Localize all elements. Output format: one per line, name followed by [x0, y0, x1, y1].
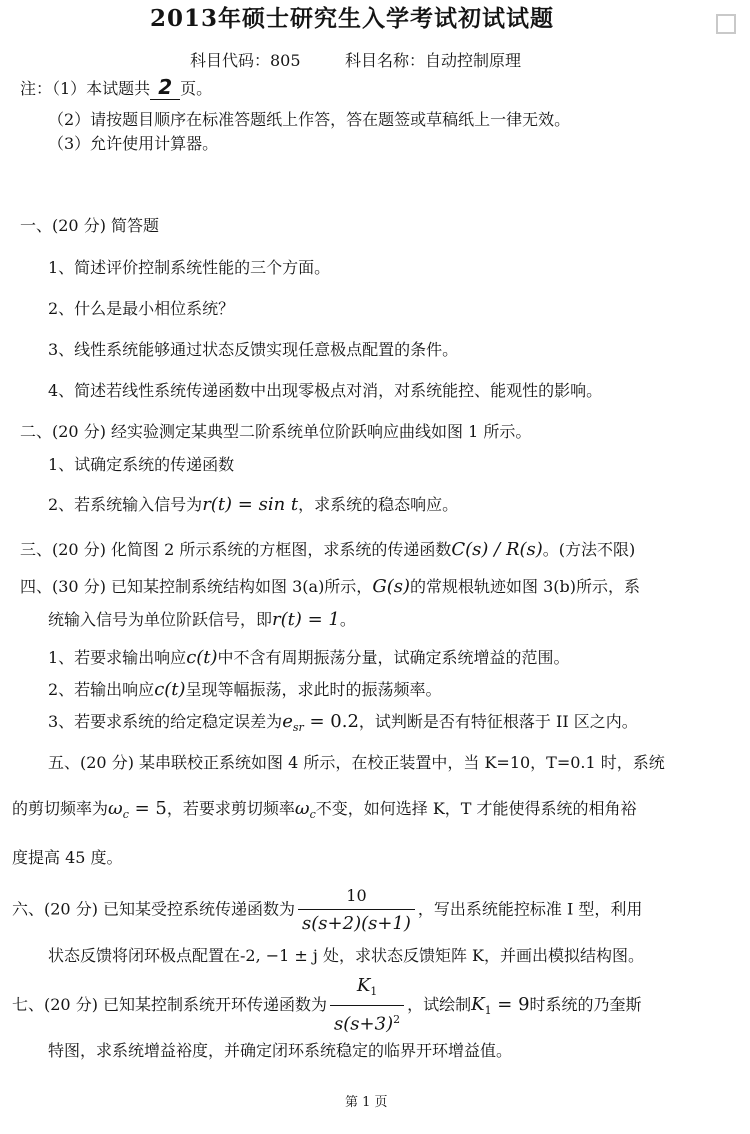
q1-item-4: 4、简述若线性系统传递函数中出现零极点对消，对系统能控、能观性的影响。 — [48, 381, 603, 400]
q4-error-symbol: e — [282, 711, 293, 732]
q5-omega: ω — [108, 798, 123, 819]
exam-title: 2013年硕士研究生入学考试初试试题 — [150, 5, 555, 32]
note-2: （2）请按题目顺序在标准答题纸上作答，答在题签或草稿纸上一律无效。 — [48, 110, 571, 129]
page-number: 第 1 页 — [345, 1095, 388, 1110]
q5-text-2c: 不变，如何选择 K，T 才能使得系统的相角裕 — [315, 799, 637, 818]
q5-omega-value: = 5 — [128, 798, 167, 819]
q7-denominator-text: s(s+3) — [334, 1013, 394, 1035]
q3-suffix: 。(方法不限) — [542, 540, 636, 559]
q4-item-1-suffix: 中不含有周期振荡分量，试确定系统增益的范围。 — [217, 648, 570, 667]
q1-item-3: 3、线性系统能够通过状态反馈实现任意极点配置的条件。 — [48, 340, 459, 359]
q2-input-signal: r(t) = sin t — [202, 494, 299, 515]
note-3: （3）允许使用计算器。 — [48, 134, 219, 153]
q5-omega-subscript: c — [122, 808, 129, 822]
q7-K-subscript: 1 — [370, 985, 378, 999]
q4-G-s: G(s) — [372, 576, 410, 597]
q4-item-2-suffix: 呈现等幅振荡，求此时的振荡频率。 — [185, 680, 442, 699]
q6-line-1 — [12, 883, 642, 937]
page-count-handwritten: 2 — [150, 75, 180, 100]
q4-item-3-text: 3、若要求系统的给定稳定误差为 — [48, 712, 283, 731]
q4-text-2b: 。 — [339, 610, 356, 629]
q5-line-3: 度提高 45 度。 — [12, 848, 123, 867]
q5-omega-2-subscript: c — [309, 808, 316, 822]
q7-K1-subscript: 1 — [484, 1003, 492, 1017]
q2-heading: 二、(20 分) 经实验测定某典型二阶系统单位阶跃响应曲线如图 1 所示。 — [20, 422, 532, 441]
q7-transfer-fraction — [330, 973, 404, 1038]
q4-error-subscript: sr — [292, 721, 304, 735]
q2-item-2 — [48, 494, 458, 516]
q7-line-1 — [12, 973, 642, 1038]
q6-text-1: 六、(20 分) 已知某受控系统传递函数为 — [12, 899, 296, 919]
subject-code: 科目代码：805 — [190, 51, 301, 70]
q7-text-1b: ，试绘制 — [407, 994, 472, 1014]
q2-item-2-text: 2、若系统输入信号为 — [48, 495, 203, 514]
note-1-suffix: 页。 — [180, 79, 213, 98]
q6-denominator: s(s+2)(s+1) — [298, 909, 415, 937]
q4-item-1-text: 1、若要求输出响应 — [48, 648, 187, 667]
q7-K1-symbol: K — [471, 993, 485, 1015]
note-1-text: 注：（1）本试题共 — [20, 79, 151, 98]
q4-item-3-suffix: ，试判断是否有特征根落于 II 区之内。 — [358, 712, 638, 731]
q4-text-1: 四、(30 分) 已知某控制系统结构如图 3(a)所示， — [20, 577, 373, 596]
q7-denominator — [330, 1005, 404, 1037]
q4-error-value: = 0.2 — [303, 711, 359, 732]
q4-text-1b: 的常规根轨迹如图 3(b)所示，系 — [409, 577, 640, 596]
q6-numerator: 10 — [346, 886, 367, 905]
q7-line-2: 特图，求系统增益裕度，并确定闭环系统稳定的临界开环增益值。 — [48, 1041, 513, 1060]
q1-heading: 一、(20 分) 简答题 — [20, 216, 160, 235]
q5-omega-2: ω — [294, 798, 310, 819]
q6-text-1b: ，写出系统能控标准 I 型，利用 — [417, 899, 643, 919]
q2-item-1: 1、试确定系统的传递函数 — [48, 455, 235, 474]
q3-text: 三、(20 分) 化简图 2 所示系统的方框图，求系统的传递函数 — [20, 540, 452, 559]
q7-numerator — [330, 973, 404, 1005]
q4-c-t: c(t) — [186, 647, 218, 668]
q7-K-symbol: K — [356, 975, 371, 996]
expand-icon[interactable] — [716, 14, 736, 34]
q2-item-2-suffix: ，求系统的稳态响应。 — [298, 495, 459, 514]
q4-c-t-2: c(t) — [154, 679, 186, 700]
q1-item-1: 1、简述评价控制系统性能的三个方面。 — [48, 258, 331, 277]
q4-line-1 — [20, 576, 640, 598]
q7-K1-value: = 9 — [491, 993, 530, 1015]
q5-line-1: 五、(20 分) 某串联校正系统如图 4 所示，在校正装置中，当 K=10，T=0.1 时，系统 — [48, 753, 665, 772]
q6-line-2: 状态反馈将闭环极点配置在-2, −1 ± j 处，求状态反馈矩阵 K，并画出模拟结构图。 — [48, 946, 645, 965]
q6-transfer-fraction — [298, 883, 415, 937]
q7-text-1c: 时系统的乃奎斯 — [529, 994, 642, 1014]
note-1 — [20, 76, 212, 100]
q4-r-t: r(t) = 1 — [272, 609, 340, 630]
q3-transfer-fn: C(s) / R(s) — [451, 539, 543, 560]
q5-line-2 — [12, 798, 637, 826]
q1-item-2: 2、什么是最小相位系统？ — [48, 299, 235, 318]
q4-item-3 — [48, 711, 638, 739]
q4-line-2 — [48, 609, 356, 631]
q5-text-2: 的剪切频率为 — [12, 799, 109, 818]
q3-line — [20, 539, 635, 561]
subject-name: 科目名称：自动控制原理 — [345, 51, 522, 70]
q4-item-1 — [48, 647, 570, 669]
q7-text-1: 七、(20 分) 已知某控制系统开环传递函数为 — [12, 994, 328, 1014]
q4-item-2-text: 2、若输出响应 — [48, 680, 155, 699]
q4-item-2 — [48, 679, 442, 701]
q7-denominator-exponent: 2 — [393, 1013, 401, 1027]
q5-text-2b: ，若要求剪切频率 — [166, 799, 295, 818]
q4-text-2: 统输入信号为单位阶跃信号，即 — [48, 610, 273, 629]
